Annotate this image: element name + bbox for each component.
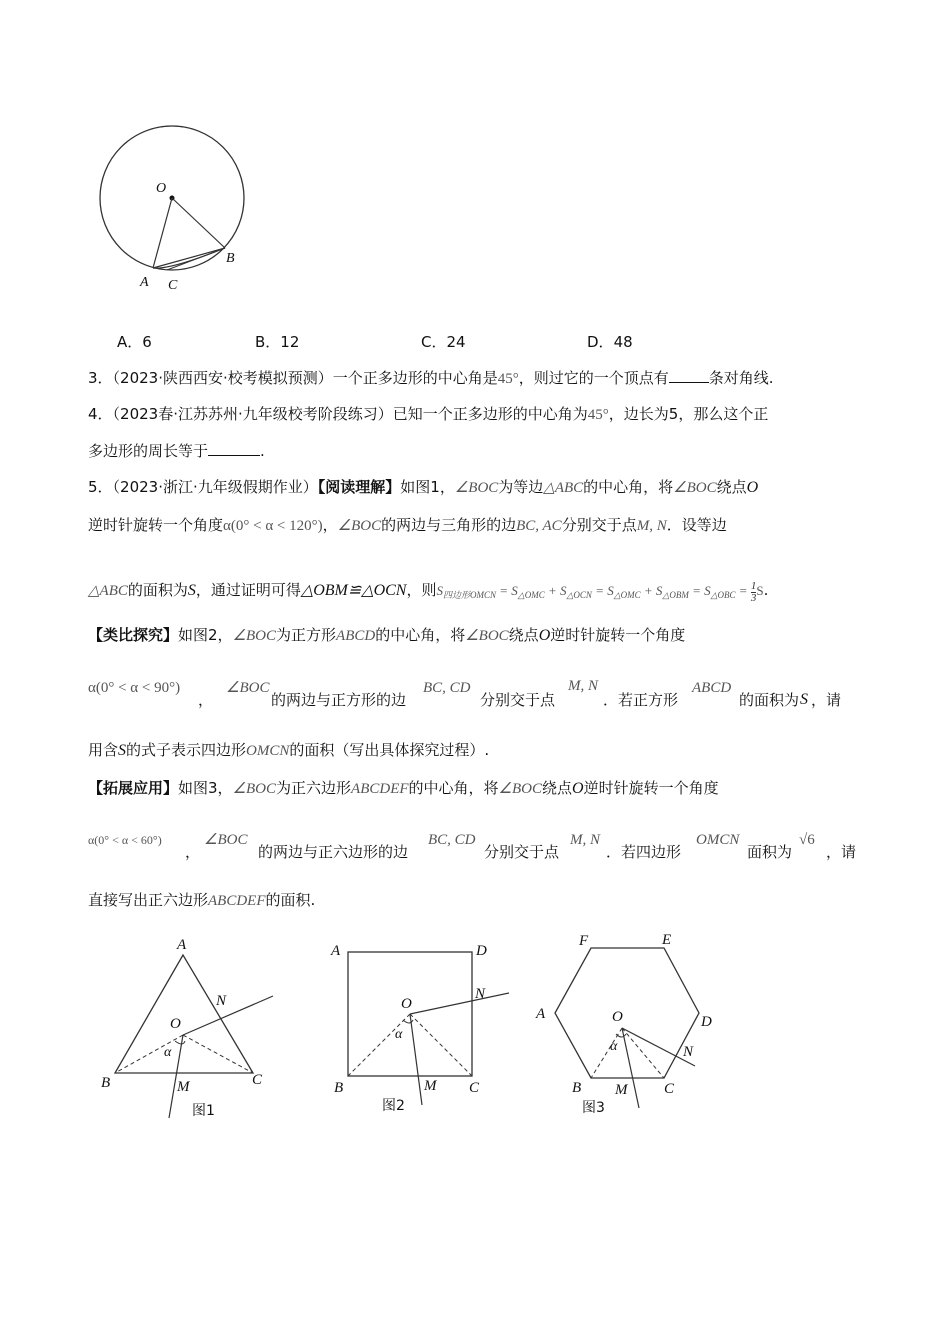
fig3-label-B: B	[572, 1080, 582, 1096]
q-text: 逆时针旋转一个角度	[583, 779, 719, 797]
q5-line2	[88, 515, 727, 536]
answer-blank[interactable]	[669, 368, 709, 383]
math-boc: ∠BOC	[454, 480, 499, 496]
fig1-label-alpha: α	[164, 1045, 172, 1060]
choice-value: 12	[280, 333, 300, 351]
math-sqrt6: √6	[799, 832, 815, 848]
q-text: ，边长为5，那么这个正	[608, 405, 769, 423]
q-text: 的中心角，将	[375, 626, 466, 644]
q-text: ，	[198, 691, 214, 709]
choice-a	[117, 332, 152, 352]
q-text: 的中心角，将	[408, 779, 499, 797]
label-C: C	[168, 278, 178, 293]
math-points: M, N	[636, 518, 667, 534]
q-text: 分别交于点	[484, 843, 560, 861]
q-number: 4．	[88, 405, 113, 423]
q-text: 用含	[88, 741, 119, 759]
fig3-label-F: F	[579, 933, 589, 949]
q-text: 分别交于点	[561, 516, 637, 534]
fig3-label-D: D	[701, 1014, 712, 1030]
q-text: ．若正方形	[603, 691, 679, 709]
math-o: O	[538, 627, 551, 644]
q-source: （2023春·江苏苏州·九年级校考阶段练习）	[112, 405, 393, 423]
q-number: 3．	[88, 369, 113, 387]
fig2-label-C: C	[469, 1080, 480, 1096]
q-text: 的面积为	[739, 691, 800, 709]
choice-d	[587, 332, 633, 352]
math-area-formula: $S_{四边形OMCN} = S_{\triangle OMC} + S_{\triangle OCN} = S_{\triangle OMC} + S_{\triangle OBM} = S_{\triangle OBC}$ = $\frac{1}{3}$ S	[436, 579, 764, 604]
figure-1-triangle	[95, 935, 295, 1125]
formula-sub: △OBC	[710, 590, 736, 600]
math-boc: ∠BOC	[232, 781, 277, 797]
math-boc: ∠BOC	[465, 628, 509, 644]
q-text: ．设等边	[666, 516, 727, 534]
q-text: ，请	[826, 843, 857, 861]
q-text: 的面积为	[127, 581, 188, 599]
q-text: 多边形的周长等于	[88, 442, 209, 460]
math-alpha: α(0° < α < 60°)	[88, 833, 162, 847]
formula-sub: △OCN	[566, 590, 592, 600]
q-text: ，通过证明可得	[195, 581, 301, 599]
q-source: （2023·陕西西安·校考模拟预测）	[112, 369, 333, 387]
fig3-label-O: O	[612, 1009, 623, 1025]
q-text: 逆时针旋转一个角度	[550, 626, 686, 644]
math-boc: ∠BOC	[232, 628, 277, 644]
math-alpha: α(0° < α < 120°)	[223, 518, 323, 534]
q-text: 的两边与正方形的边	[271, 691, 407, 709]
q-text: 的面积（写出具体探究过程）.	[289, 741, 490, 759]
q-text: 的面积.	[265, 891, 316, 909]
label-B: B	[226, 251, 235, 266]
frac-num: 1	[750, 579, 757, 592]
figure-1-caption: 图1	[192, 1103, 215, 1119]
math-angle: 45°	[497, 371, 519, 387]
answer-blank[interactable]	[208, 441, 260, 456]
choice-c	[421, 332, 466, 352]
fig3-label-E: E	[662, 932, 672, 948]
q5-line9	[88, 890, 315, 911]
q-text: 如图1，	[400, 478, 455, 496]
formula-part: + S	[544, 583, 567, 598]
figure-3-caption: 图3	[582, 1100, 605, 1116]
q-text: 的式子表示四边形	[126, 741, 247, 759]
fig2-label-N: N	[475, 986, 486, 1002]
math-s: S	[187, 582, 196, 599]
q-text: ，	[185, 843, 201, 861]
math-boc: ∠BOC	[337, 518, 382, 534]
q-text: 条对角线.	[708, 369, 774, 387]
question-4-line2	[88, 441, 265, 461]
figure-3-hexagon	[530, 928, 730, 1108]
fig3-label-A: A	[536, 1006, 546, 1022]
q5-line1	[88, 477, 758, 498]
q5-line3: △ABC的面积为S，通过证明可得△OBM≌△OCN，则$S_{四边形OMCN} = S_{\triangle OMC} + S_{\triangle OCN} = S_{\triangle OMC} + S_{\triangle OBM} = S_{\triangle OBC}$ = $\frac{1}{3}$ S.	[88, 579, 769, 604]
fig3-label-C: C	[664, 1081, 675, 1097]
q-text: 绕点	[508, 626, 539, 644]
q-text: 直接写出正六边形	[88, 891, 209, 909]
math-s: S	[118, 742, 127, 759]
choice-value: 48	[613, 333, 633, 351]
math-o: O	[746, 479, 759, 496]
fig1-label-M: M	[177, 1079, 190, 1095]
q-text: 面积为	[747, 843, 793, 861]
choice-b	[255, 332, 299, 352]
math-sides: BC, AC	[516, 518, 562, 534]
math-boc: ∠BOC	[498, 781, 542, 797]
q-text: 绕点	[542, 779, 573, 797]
math-sides: BC, CD	[428, 832, 476, 848]
math-boc: ∠BOC	[226, 680, 270, 696]
fig3-label-M: M	[615, 1082, 628, 1098]
label-O: O	[156, 181, 167, 196]
formula-sub: △OMC	[517, 590, 545, 600]
math-congruent: △OBM≌△OCN	[300, 582, 407, 599]
choice-letter: A．	[117, 333, 143, 351]
figure-2-caption: 图2	[382, 1098, 405, 1114]
math-s: S	[800, 691, 808, 708]
math-quad: OMCN	[696, 832, 740, 848]
q-text: ，请	[811, 691, 842, 709]
fig1-label-A: A	[177, 937, 187, 953]
q-text: 分别交于点	[480, 691, 556, 709]
q-text: 绕点	[716, 478, 747, 496]
math-hexagon: ABCDEF	[351, 781, 409, 797]
q-text: 为正方形	[276, 626, 337, 644]
math-angle: 45°	[587, 407, 609, 423]
choice-value: 6	[142, 333, 152, 351]
fig1-label-C: C	[252, 1072, 263, 1088]
q-text: 如图2，	[178, 626, 233, 644]
q-text: 的两边与正六边形的边	[258, 843, 409, 861]
circle-figure	[90, 120, 260, 300]
q-text: 为正六边形	[276, 779, 352, 797]
q-text: 的中心角，将	[583, 478, 674, 496]
q-text: ，则	[406, 581, 437, 599]
formula-part: = S	[591, 583, 614, 598]
math-alpha: α(0° < α < 90°)	[88, 680, 181, 696]
fig2-label-O: O	[401, 996, 412, 1012]
fig2-label-M: M	[424, 1078, 437, 1094]
fig1-label-B: B	[101, 1075, 111, 1091]
fig3-label-alpha: α	[610, 1039, 618, 1054]
q-text: 逆时针旋转一个角度	[88, 516, 224, 534]
math-points: M, N	[570, 832, 600, 848]
fig2-label-D: D	[476, 943, 487, 959]
label-A: A	[140, 275, 149, 290]
math-square: ABCD	[336, 628, 376, 644]
q-text: ．若四边形	[606, 843, 682, 861]
formula-part: S	[756, 583, 764, 598]
formula-sub: 四边形OMCN	[443, 590, 497, 600]
choice-letter: C．	[421, 333, 447, 351]
q-text: ，	[322, 516, 338, 534]
math-hexagon: ABCDEF	[208, 893, 266, 909]
formula-part: S	[436, 583, 443, 598]
section-tag: 【阅读理解】	[317, 478, 401, 496]
math-square: ABCD	[692, 680, 732, 696]
fig1-label-O: O	[170, 1016, 181, 1032]
fig2-label-B: B	[334, 1080, 344, 1096]
q-text: .	[260, 442, 265, 460]
math-boc: ∠BOC	[673, 480, 717, 496]
formula-part: + S	[640, 583, 663, 598]
formula-sub: △OBM	[662, 590, 689, 600]
figure-2-square	[325, 935, 525, 1110]
q-text: 的两边与三角形的边	[381, 516, 517, 534]
q-text: ，则过它的一个顶点有	[518, 369, 669, 387]
fig3-label-N: N	[683, 1044, 694, 1060]
q-text: 如图3，	[178, 779, 233, 797]
section-tag: 【拓展应用】	[88, 779, 179, 797]
fig1-label-N: N	[216, 993, 227, 1009]
formula-part: = S	[496, 583, 518, 598]
math-o: O	[572, 780, 584, 797]
q-text: 为等边	[498, 478, 544, 496]
choice-value: 24	[446, 333, 466, 351]
choice-letter: B．	[255, 333, 281, 351]
q5-line7	[88, 778, 719, 799]
math-points: M, N	[568, 678, 598, 694]
frac-den: 3	[750, 591, 757, 604]
math-sides: BC, CD	[423, 680, 471, 696]
fig2-label-alpha: α	[395, 1027, 403, 1042]
math-triangle: △ABC	[88, 583, 128, 599]
section-tag: 【类比探究】	[88, 626, 179, 644]
q-number: 5．	[88, 478, 113, 496]
math-boc: ∠BOC	[204, 832, 248, 848]
q-source: （2023·浙江·九年级假期作业）	[112, 478, 318, 496]
question-4	[88, 404, 768, 425]
q-text: 已知一个正多边形的中心角为	[392, 405, 588, 423]
q-text: 一个正多边形的中心角是	[332, 369, 498, 387]
formula-part: = S	[688, 583, 711, 598]
formula-sub: △OMC	[613, 590, 641, 600]
math-triangle: △ABC	[543, 480, 584, 496]
question-3	[88, 368, 774, 389]
fig2-label-A: A	[331, 943, 341, 959]
choice-letter: D．	[587, 333, 614, 351]
math-quad: OMCN	[246, 743, 290, 759]
q5-line4	[88, 625, 685, 646]
q5-line6	[88, 740, 489, 761]
